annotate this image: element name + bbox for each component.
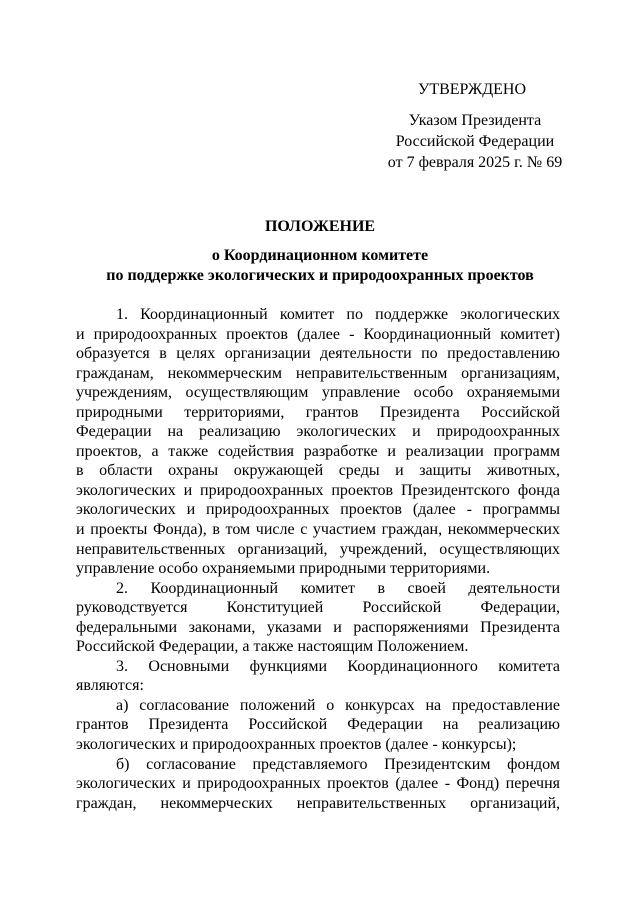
text-line: и проекты Фонда), в том числе с участием граждан, некоммерческих xyxy=(76,521,560,539)
text-line: экологических и природоохранных проектов (далее - программы xyxy=(76,501,560,519)
text-line: экологических и природоохранных проектов (далее - Фонд) перечня xyxy=(76,775,560,793)
text-line: граждан, некоммерческих неправительственных организаций, xyxy=(76,794,560,812)
approval-line: Указом Президента xyxy=(408,112,542,129)
text-line: Российской Федерации, а также настоящим Положением. xyxy=(76,638,469,656)
text-line: природными территориями, грантов Президента Российской xyxy=(76,403,560,421)
text-line: федеральными законами, указами и распоряжениями Президента xyxy=(76,618,560,636)
text-line: и природоохранных проектов (далее - Координационный комитет) xyxy=(76,325,560,343)
text-line: учреждениям, осуществляющим управление особо охраняемыми xyxy=(76,384,560,402)
text-line: руководствуется Конституцией Российской Федерации, xyxy=(76,599,560,617)
text-line: 2. Координационный комитет в своей деятельности xyxy=(116,579,560,597)
document-subtitle: о Координационном комитете xyxy=(211,247,429,264)
text-line: гражданам, некоммерческим неправительственным организациям, xyxy=(76,364,560,382)
text-line: являются: xyxy=(76,677,144,695)
text-line: управление особо охраняемыми природными территориями. xyxy=(76,560,491,578)
text-line: а) согласование положений о конкурсах на предоставление xyxy=(116,696,560,714)
text-line: в области охраны окружающей среды и защиты животных, xyxy=(76,462,560,480)
text-line: экологических и природоохранных проектов Президентского фонда xyxy=(76,481,560,499)
text-line: б) согласование представляемого Президентским фондом xyxy=(116,755,560,773)
text-line: 3. Основными функциями Координационного комитета xyxy=(116,657,560,675)
text-line: экологических и природоохранных проектов (далее - конкурсы); xyxy=(76,736,517,754)
text-line: Федерации на реализацию экологических и природоохранных xyxy=(76,423,560,441)
document-title: ПОЛОЖЕНИЕ xyxy=(264,218,376,235)
approval-line: от 7 февраля 2025 г. № 69 xyxy=(387,154,563,171)
approval-block xyxy=(380,79,570,173)
document-subtitle: по поддержке экологических и природоохранных проектов xyxy=(106,267,534,284)
text-line: 1. Координационный комитет по поддержке экологических xyxy=(116,306,560,323)
text-line: грантов Президента Российской Федерации на реализацию xyxy=(76,716,560,734)
text-line: образуется в целях организации деятельности по предоставлению xyxy=(76,345,560,363)
document-heading xyxy=(60,217,580,286)
text-line: неправительственных организаций, учреждений, осуществляющих xyxy=(76,540,560,558)
approval-stamp: УТВЕРЖДЕНО xyxy=(418,81,527,98)
approval-line: Российской Федерации xyxy=(395,133,555,150)
text-line: проектов, а также содействия разработке и реализации программ xyxy=(76,442,560,460)
document-body xyxy=(76,305,560,813)
